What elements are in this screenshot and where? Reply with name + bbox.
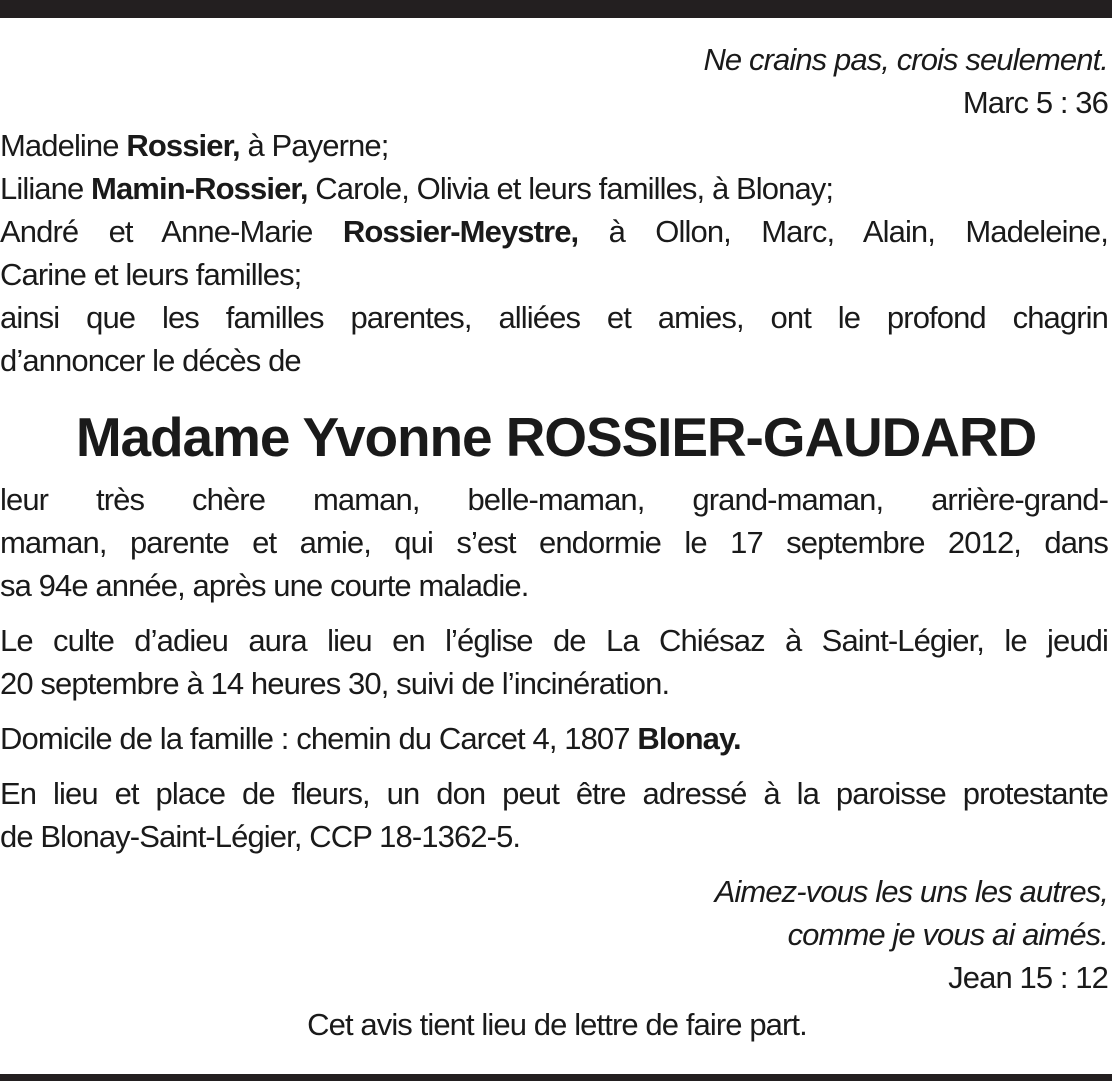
ceremony-line: 20 septembre à 14 heures 30, suivi de l’incinération. (0, 666, 670, 701)
donation-line: de Blonay-Saint-Légier, CCP 18-1362-5. (0, 819, 521, 854)
donation-paragraph (0, 772, 1108, 858)
closing-quote-line: comme je vous ai aimés. (787, 917, 1108, 952)
family-surname: Rossier-Meystre, (342, 214, 579, 249)
family-line: d’annoncer le décès de (0, 343, 301, 378)
tribute-line: maman, parente et amie, qui s’est endormie le 17 septembre 2012, dans (0, 525, 1108, 560)
domicile-town: Blonay. (637, 721, 741, 756)
family-line (0, 124, 1108, 167)
family-text: à Payerne; (239, 128, 389, 163)
family-text: Carole, Olivia et leurs familles, à Blonay; (307, 171, 834, 206)
ceremony-line: Le culte d’adieu aura lieu en l’église de La Chiésaz à Saint-Légier, le jeudi (0, 623, 1108, 658)
deceased-name: Madame Yvonne ROSSIER-GAUDARD (75, 406, 1037, 468)
closing-reference: Jean 15 : 12 (948, 960, 1108, 995)
epigraph-reference: Marc 5 : 36 (962, 85, 1108, 120)
footer-notice: Cet avis tient lieu de lettre de faire part. (307, 1007, 807, 1042)
family-line (0, 167, 1108, 210)
family-surname: Mamin-Rossier, (91, 171, 308, 206)
family-line: Carine et leurs familles; (0, 257, 302, 292)
domicile-text: Domicile de la famille : chemin du Carcet 4, 1807 (0, 721, 638, 756)
closing-quote-line: Aimez-vous les uns les autres, (714, 874, 1108, 909)
family-text: Madeline (0, 128, 127, 163)
top-rule (0, 0, 1112, 18)
domicile-line (0, 717, 1108, 760)
tribute-line: sa 94e année, après une courte maladie. (0, 568, 529, 603)
tribute-line: leur très chère maman, belle-maman, grand-maman, arrière-grand- (0, 482, 1108, 517)
domicile-paragraph (0, 717, 1108, 760)
epigraph-quote: Ne crains pas, crois seulement. (703, 42, 1108, 77)
family-text: André et Anne-Marie (0, 214, 343, 249)
tribute-paragraph (0, 478, 1108, 607)
family-line: ainsi que les familles parentes, alliées et amies, ont le profond chagrin (0, 300, 1108, 335)
obituary-notice (0, 38, 1108, 1046)
epigraph (0, 38, 1108, 124)
family-text: Liliane (0, 171, 92, 206)
family-text: à Ollon, Marc, Alain, Madeleine, (578, 214, 1108, 249)
family-surname: Rossier, (126, 128, 240, 163)
ceremony-paragraph (0, 619, 1108, 705)
family-line (0, 210, 1108, 253)
donation-line: En lieu et place de fleurs, un don peut être adressé à la paroisse protestante (0, 776, 1108, 811)
bottom-rule (0, 1074, 1112, 1081)
closing-verse (0, 870, 1108, 999)
family-list (0, 124, 1108, 382)
